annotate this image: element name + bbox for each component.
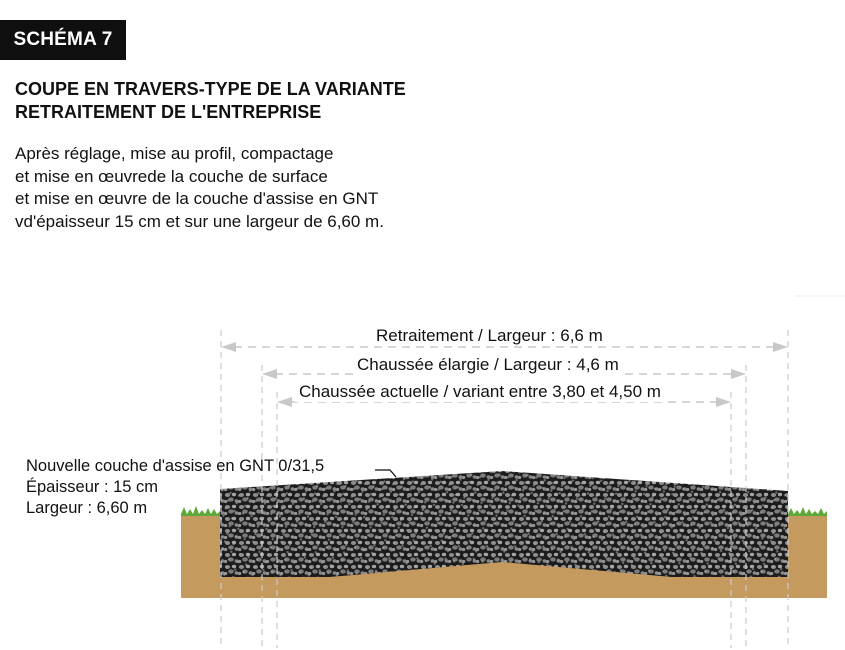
arrow-actuelle-right — [716, 397, 731, 407]
layer-annotation — [26, 456, 324, 519]
arrow-retraitement-left — [221, 342, 236, 352]
arrow-elargie-left — [262, 369, 277, 379]
description-line-4: vd'épaisseur 15 cm et sur une largeur de 6,60 m. — [15, 211, 384, 231]
arrow-elargie-right — [731, 369, 746, 379]
description-line-2: et mise en œuvrede la couche de surface — [15, 166, 328, 186]
description-line-3: et mise en œuvre de la couche d'assise en GNT — [15, 189, 379, 208]
title-line-2: RETRAITEMENT DE L'ENTREPRISE — [15, 102, 322, 122]
layer-name: Nouvelle couche d'assise en GNT 0/31,5 — [26, 457, 325, 475]
arrow-actuelle-left — [277, 397, 292, 407]
arrow-retraitement-right — [773, 342, 788, 352]
description-line-1: Après réglage, mise au profil, compactage — [15, 144, 334, 163]
title-line-1: COUPE EN TRAVERS-TYPE DE LA VARIANTE — [15, 79, 406, 99]
dim-label-actuelle: Chaussée actuelle / variant entre 3,80 et 4,50 m — [295, 382, 665, 402]
grass-right — [788, 507, 827, 516]
schema-badge: SCHÉMA 7 — [0, 20, 126, 60]
layer-thickness: Épaisseur : 15 cm — [26, 478, 159, 496]
layer-width: Largeur : 6,60 m — [26, 499, 148, 517]
layer-leader-line — [375, 470, 396, 477]
dim-label-elargie: Chaussée élargie / Largeur : 4,6 m — [353, 355, 623, 375]
dim-label-retraitement: Retraitement / Largeur : 6,6 m — [372, 326, 607, 346]
